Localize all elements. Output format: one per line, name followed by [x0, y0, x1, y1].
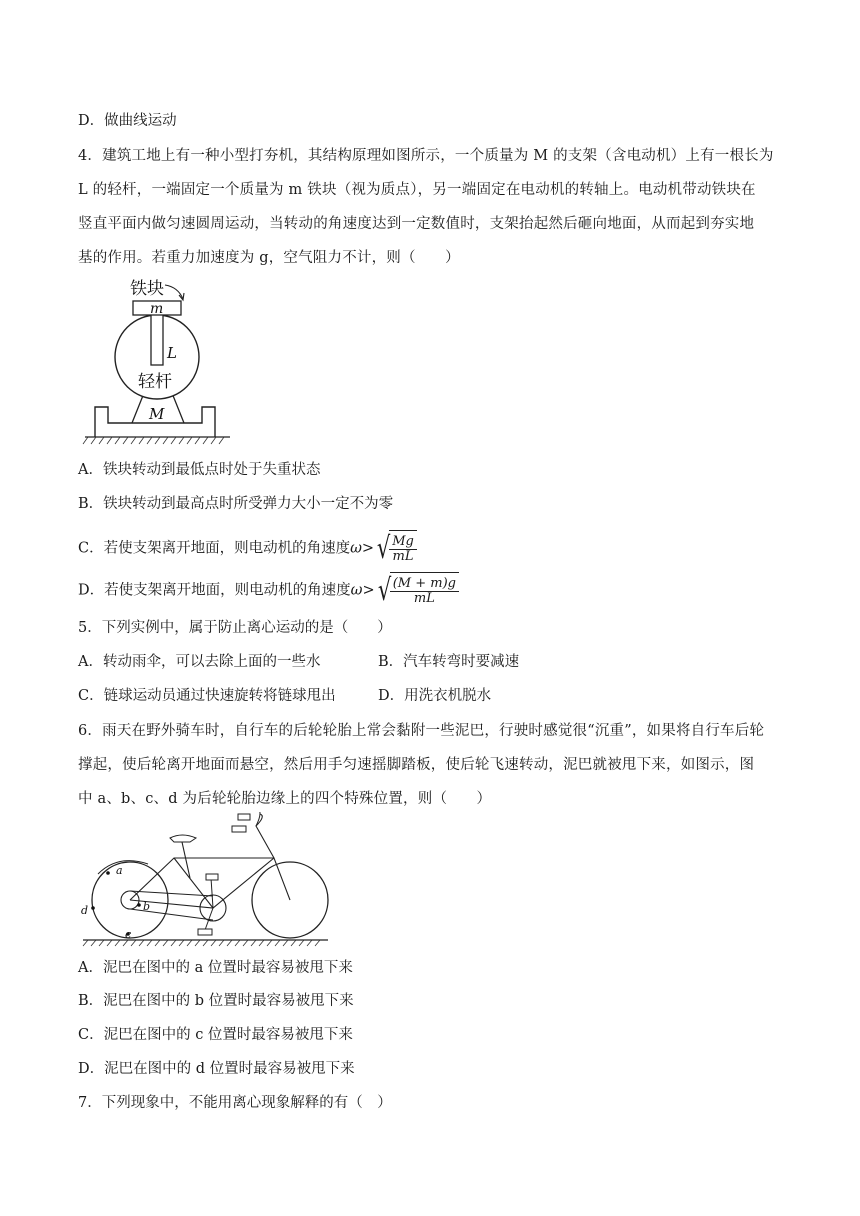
- sqrt-icon: √: [377, 572, 391, 608]
- q5-option-b: B．汽车转弯时要减速: [378, 654, 520, 670]
- light-rod-label: 轻杆: [138, 372, 172, 392]
- q4-option-b: B．铁块转动到最高点时所受弹力大小一定不为零: [78, 496, 394, 512]
- q4-option-d: [78, 572, 459, 609]
- q4-stem-line4: 基的作用。若重力加速度为 g，空气阻力不计，则（ ）: [78, 250, 460, 266]
- q5-option-d: D．用洗衣机脱水: [378, 688, 492, 704]
- greater-than: >: [362, 582, 375, 599]
- mass-big-m-label: M: [149, 405, 165, 423]
- q5-stem: 5．下列实例中，属于防止离心运动的是（ ）: [78, 620, 392, 636]
- radicand: [389, 530, 417, 567]
- q4-stem-line2: L 的轻杆，一端固定一个质量为 m 铁块（视为质点），另一端固定在电动机的转轴上。电动机带动铁块在: [78, 182, 756, 198]
- q6-stem-line1: 6．雨天在野外骑车时，自行车的后轮轮胎上常会黏附一些泥巴，行驶时感觉很“沉重”，如果将自行车后轮: [78, 723, 765, 739]
- fraction-c-denominator: mL: [392, 548, 414, 564]
- fraction-d-denominator: mL: [413, 590, 435, 606]
- q5-option-a: A．转动雨伞，可以去除上面的一些水: [78, 654, 321, 670]
- fraction-c-numerator: Mg: [389, 535, 417, 550]
- q6-option-a: A．泥巴在图中的 a 位置时最容易被甩下来: [78, 960, 353, 976]
- point-c-label: c: [125, 928, 132, 941]
- q4-option-d-text: D．若使支架离开地面，则电动机的角速度: [78, 582, 351, 599]
- point-b-label: b: [143, 900, 151, 913]
- point-a-label: a: [116, 864, 123, 877]
- q4-option-a: A．铁块转动到最低点时处于失重状态: [78, 462, 321, 478]
- radicand: [390, 572, 459, 609]
- q4-stem-line1: 4．建筑工地上有一种小型打夯机，其结构原理如图所示，一个质量为 M 的支架（含电动机）上有一根长为: [78, 148, 774, 164]
- bicycle-figure: [78, 812, 338, 952]
- q5-option-c: C．链球运动员通过快速旋转将链球甩出: [78, 688, 336, 704]
- q3-option-d: D．做曲线运动: [78, 113, 177, 129]
- q7-stem: 7．下列现象中，不能用离心现象解释的有（ ）: [78, 1095, 392, 1111]
- mass-m-label: m: [150, 301, 164, 317]
- greater-than: >: [361, 540, 375, 557]
- q4-stem-line3: 竖直平面内做匀速圆周运动，当转动的角速度达到一定数值时，支架抬起然后砸向地面，从而起到夯实地: [78, 216, 755, 232]
- sqrt-icon: √: [376, 530, 391, 566]
- point-d-label: d: [81, 904, 89, 917]
- omega-symbol: ω: [350, 540, 362, 557]
- length-l-label: L: [167, 344, 177, 362]
- fraction-d-numerator: (M + m)g: [390, 577, 459, 592]
- fraction-c: [389, 535, 417, 564]
- tamping-machine-figure: [80, 275, 240, 450]
- q6-stem-line2: 撑起，使后轮离开地面而悬空，然后用手匀速摇脚踏板，使后轮飞速转动，泥巴就被甩下来，如图示，图: [78, 757, 755, 773]
- q6-option-d: D．泥巴在图中的 d 位置时最容易被甩下来: [78, 1061, 355, 1077]
- q4-option-c-text: C．若使支架离开地面，则电动机的角速度: [78, 540, 351, 557]
- q6-option-b: B．泥巴在图中的 b 位置时最容易被甩下来: [78, 993, 354, 1009]
- fraction-d: [390, 577, 459, 606]
- q6-option-c: C．泥巴在图中的 c 位置时最容易被甩下来: [78, 1027, 353, 1043]
- omega-symbol: ω: [350, 582, 363, 599]
- q4-option-c: [78, 530, 417, 567]
- iron-block-label: 铁块: [130, 279, 164, 299]
- q6-stem-line3: 中 a、b、c、d 为后轮轮胎边缘上的四个特殊位置，则（ ）: [78, 791, 492, 807]
